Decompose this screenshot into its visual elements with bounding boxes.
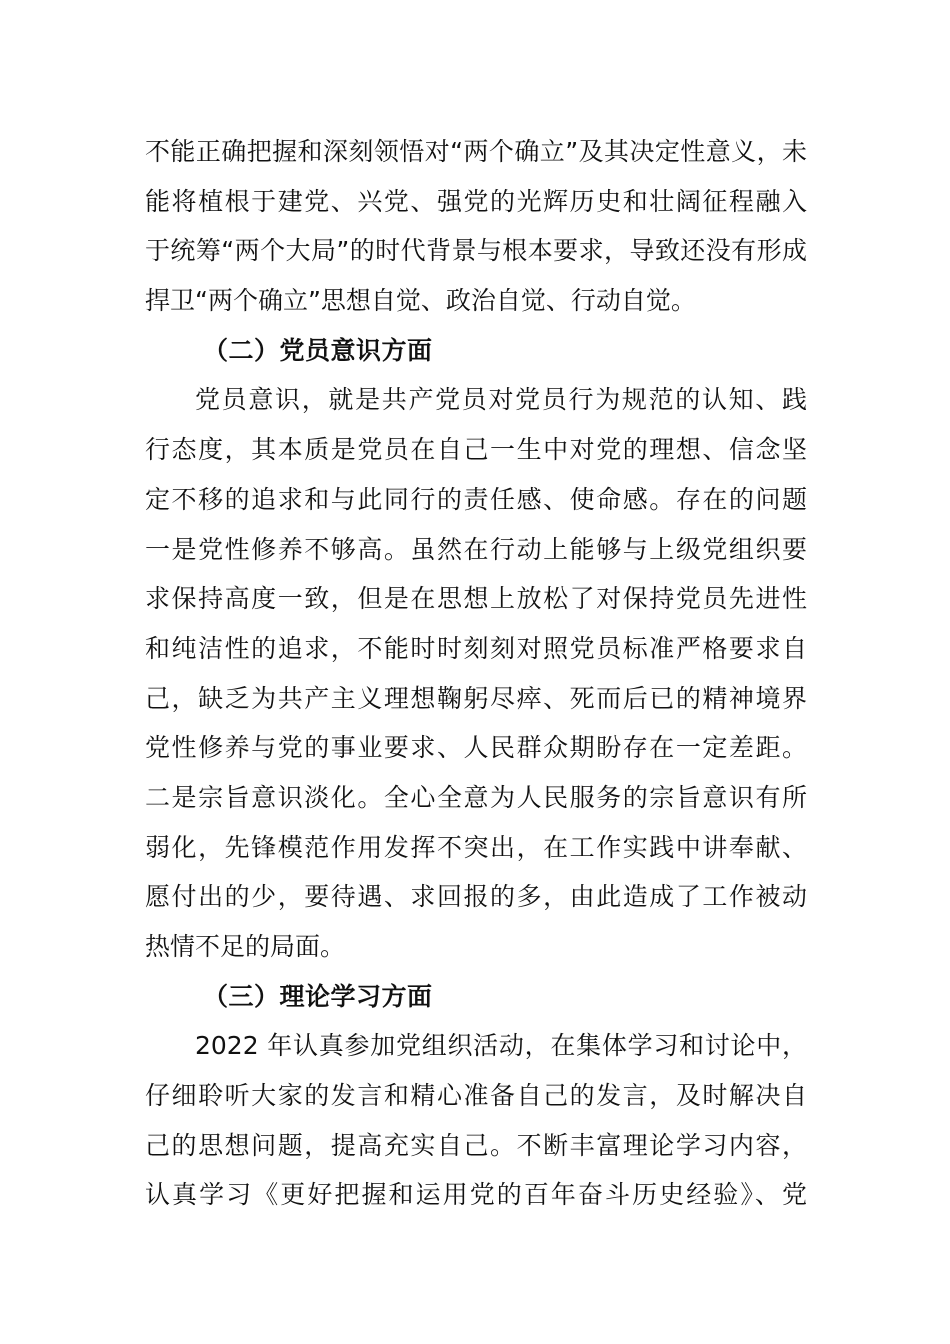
body-text-line: 己的思想问题，提高充实自己。不断丰富理论学习内容， — [145, 1130, 807, 1160]
body-text-line: 弱化，先锋模范作用发挥不突出，在工作实践中讲奉献、 — [145, 832, 807, 862]
body-text-line: 一是党性修养不够高。虽然在行动上能够与上级党组织要 — [145, 534, 807, 564]
body-text-line: 和纯洁性的追求，不能时时刻刻对照党员标准严格要求自 — [145, 633, 807, 663]
section-heading: （二）党员意识方面 — [203, 335, 433, 365]
body-text-line: 认真学习《更好把握和运用党的百年奋斗历史经验》、党 — [145, 1180, 807, 1210]
body-text-line: 愿付出的少，要待遇、求回报的多，由此造成了工作被动 — [145, 882, 807, 912]
body-text-line: 2022 年认真参加党组织活动，在集体学习和讨论中， — [195, 1031, 807, 1061]
body-text-line: 仔细聆听大家的发言和精心准备自己的发言，及时解决自 — [145, 1081, 807, 1111]
body-text-line: 能将植根于建党、兴党、强党的光辉历史和壮阔征程融入 — [145, 186, 807, 216]
body-text-line: 党性修养与党的事业要求、人民群众期盼存在一定差距。 — [145, 733, 807, 763]
body-text-line: 二是宗旨意识淡化。全心全意为人民服务的宗旨意识有所 — [145, 782, 807, 812]
body-text-line: 党员意识，就是共产党员对党员行为规范的认知、践 — [195, 385, 807, 415]
body-text-line: 行态度，其本质是党员在自己一生中对党的理想、信念坚 — [145, 435, 807, 465]
body-text-line: 己，缺乏为共产主义理想鞠躬尽瘁、死而后已的精神境界 — [145, 683, 807, 713]
body-text-line: 热情不足的局面。 — [145, 932, 346, 961]
section-heading: （三）理论学习方面 — [203, 981, 433, 1011]
body-text-line: 于统筹“两个大局”的时代背景与根本要求，导致还没有形成 — [145, 236, 807, 266]
body-text-line: 捍卫“两个确立”思想自觉、政治自觉、行动自觉。 — [145, 286, 696, 316]
body-text-line: 求保持高度一致，但是在思想上放松了对保持党员先进性 — [145, 584, 807, 614]
body-text-line: 不能正确把握和深刻领悟对“两个确立”及其决定性意义，未 — [145, 137, 807, 166]
document-body — [145, 127, 807, 1220]
body-text-line: 定不移的追求和与此同行的责任感、使命感。存在的问题 — [145, 484, 807, 514]
